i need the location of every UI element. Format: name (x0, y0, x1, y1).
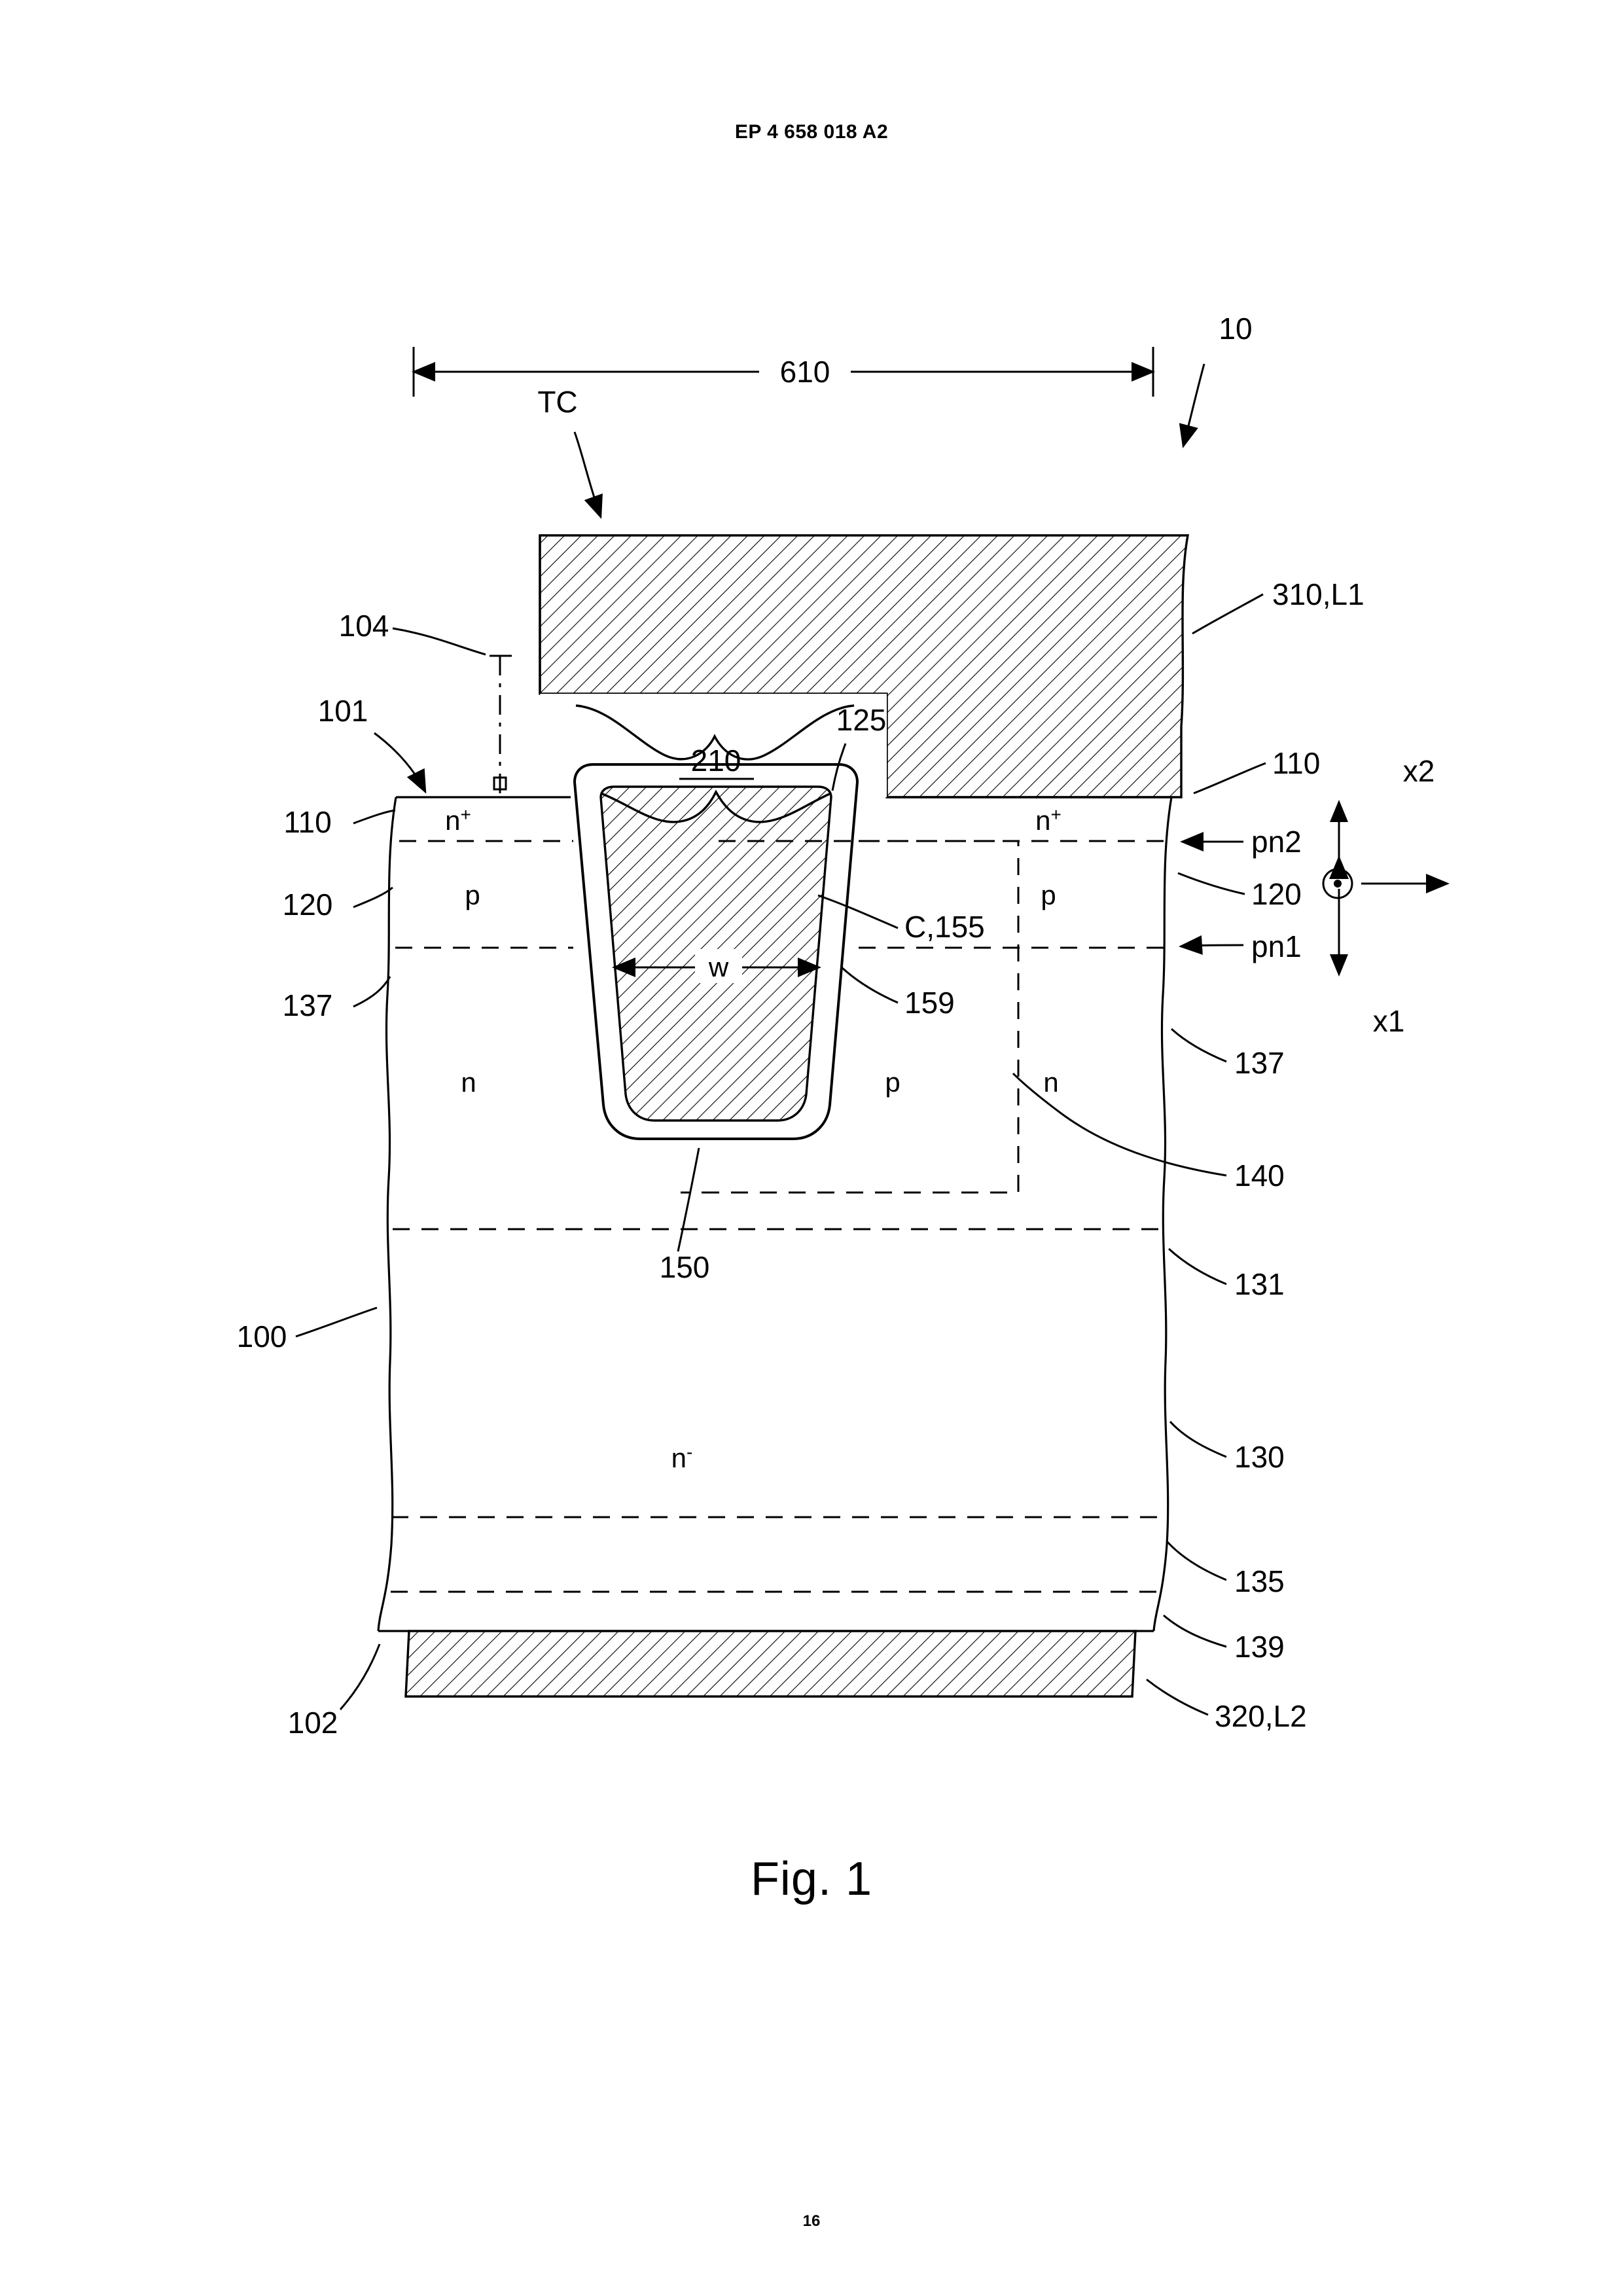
leader-120-left (353, 888, 393, 907)
label-tc: TC (537, 385, 578, 419)
label-139: 139 (1234, 1630, 1285, 1664)
label-131: 131 (1234, 1267, 1285, 1301)
leader-310 (1192, 594, 1263, 634)
leader-150 (678, 1148, 699, 1251)
label-125: 125 (836, 703, 887, 737)
leader-139 (1164, 1615, 1226, 1647)
figure-caption: Fig. 1 (750, 1853, 873, 1905)
body-right-edge (1154, 797, 1171, 1631)
leader-device-10 (1183, 364, 1204, 446)
label-210: 210 (690, 744, 741, 778)
leader-110-right (1194, 763, 1266, 793)
doping-nplus-right: n+ (1035, 804, 1061, 836)
label-100: 100 (236, 1319, 287, 1354)
leader-tc (575, 432, 601, 517)
doping-p-left: p (465, 880, 480, 910)
label-110-right: 110 (1272, 746, 1321, 780)
axis-x1-arrowhead (1330, 954, 1348, 977)
label-135: 135 (1234, 1564, 1285, 1598)
leader-320 (1147, 1679, 1208, 1715)
leader-137-left (353, 977, 390, 1007)
leader-130 (1170, 1422, 1226, 1457)
leader-100 (296, 1308, 377, 1336)
label-104: 104 (338, 609, 389, 643)
doping-n-right: n (1043, 1067, 1059, 1098)
leader-110-left (353, 810, 395, 823)
label-150: 150 (659, 1250, 710, 1284)
leader-159 (842, 967, 898, 1003)
label-pn1: pn1 (1251, 929, 1302, 963)
label-137-left: 137 (282, 988, 333, 1022)
metal-layer-320 (406, 1631, 1135, 1696)
axis-label-x2: x2 (1402, 754, 1435, 788)
leader-101 (374, 733, 425, 792)
leader-104 (393, 628, 486, 655)
label-110-left: 110 (283, 805, 332, 839)
label-pn2: pn2 (1251, 825, 1302, 859)
label-320-L2: 320,L2 (1215, 1699, 1307, 1733)
leader-137-right (1171, 1029, 1226, 1062)
label-device-10: 10 (1219, 312, 1253, 346)
doping-p-center: p (885, 1067, 901, 1098)
document-header: EP 4 658 018 A2 (734, 121, 889, 143)
axis-x2-arrowhead (1330, 800, 1348, 822)
label-310-L1: 310,L1 (1272, 577, 1364, 611)
leader-131 (1169, 1249, 1226, 1284)
label-C-155: C,155 (904, 910, 985, 944)
body-left-edge (378, 797, 396, 1631)
leader-pn1 (1181, 945, 1243, 946)
axis-label-x1: x1 (1372, 1004, 1405, 1038)
out-of-plane-dot (1334, 880, 1342, 888)
doping-n-left: n (461, 1067, 476, 1098)
doping-n-minus-drift: n- (671, 1442, 693, 1473)
leader-120-right (1178, 873, 1245, 894)
label-137-right: 137 (1234, 1046, 1285, 1080)
doping-nplus-left: n+ (445, 804, 471, 836)
dimension-610-label: 610 (779, 355, 830, 389)
leader-135 (1168, 1542, 1226, 1580)
dimension-w-label: w (708, 952, 729, 982)
label-120-left: 120 (282, 888, 333, 922)
label-130: 130 (1234, 1440, 1285, 1474)
doping-p-right: p (1041, 880, 1056, 910)
leader-102 (340, 1644, 380, 1710)
label-101: 101 (317, 694, 368, 728)
label-120-right: 120 (1251, 877, 1302, 911)
label-102: 102 (287, 1706, 338, 1740)
page-number: 16 (802, 2212, 821, 2230)
label-140: 140 (1234, 1158, 1285, 1193)
label-159: 159 (904, 986, 955, 1020)
